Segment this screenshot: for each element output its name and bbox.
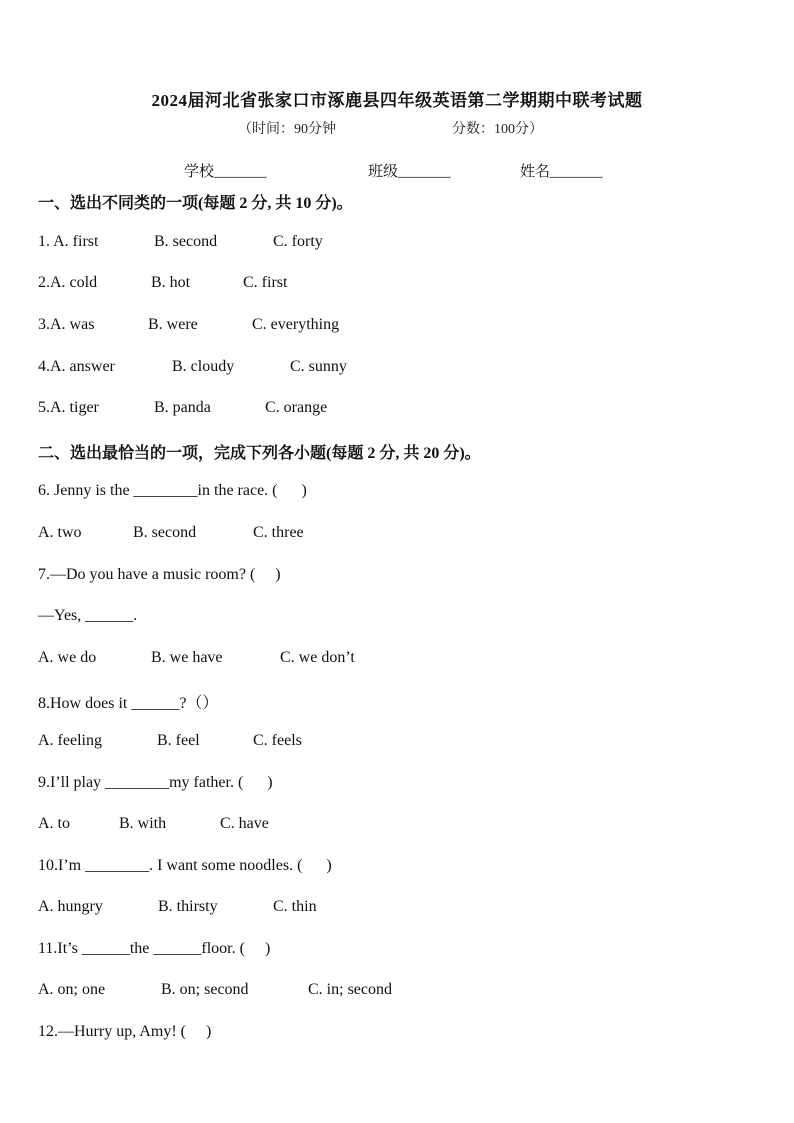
- option-a: A. hungry: [38, 898, 103, 915]
- question-stem: 6. Jenny is the ________in the race. ( ): [38, 482, 307, 499]
- option-a: 5.A. tiger: [38, 399, 99, 416]
- option-c: C. feels: [253, 732, 302, 749]
- option-b: B. with: [119, 815, 167, 832]
- question-stem: 9.I’ll play ________my father. ( ): [38, 774, 273, 791]
- option-b: B. second: [154, 233, 218, 250]
- option-c: C. in; second: [308, 981, 392, 998]
- option-a: 2.A. cold: [38, 274, 98, 291]
- option-a: A. feeling: [38, 732, 102, 749]
- question-stem: 11.It’s ______the ______floor. ( ): [38, 940, 271, 957]
- option-c: C. first: [243, 274, 288, 291]
- option-a: A. to: [38, 815, 70, 832]
- option-b: B. we have: [151, 649, 223, 666]
- section-two-title: 二、选出最恰当的一项，完成下列各小题(每题 2 分, 共 20 分)。: [38, 445, 481, 462]
- option-c: C. have: [220, 815, 269, 832]
- option-c: C. forty: [273, 233, 323, 250]
- question-stem: 7.—Do you have a music room? ( ): [38, 566, 281, 583]
- option-c: C. orange: [265, 399, 328, 416]
- option-a: 1. A. first: [38, 233, 99, 250]
- option-b: B. hot: [151, 274, 191, 291]
- answer-line: —Yes, ______.: [38, 607, 138, 624]
- option-b: B. were: [148, 316, 198, 333]
- option-b: B. thirsty: [158, 898, 218, 915]
- class-field: 班级_______: [368, 164, 451, 180]
- option-b: B. cloudy: [172, 358, 235, 375]
- option-b: B. feel: [157, 732, 200, 749]
- option-a: A. we do: [38, 649, 97, 666]
- option-b: B. second: [133, 524, 197, 541]
- exam-score: 分数：100分）: [452, 122, 543, 137]
- exam-title: 2024届河北省张家口市涿鹿县四年级英语第二学期期中联考试题: [151, 91, 643, 110]
- school-field: 学校_______: [184, 164, 267, 180]
- option-a: 3.A. was: [38, 316, 95, 333]
- name-field: 姓名_______: [520, 164, 603, 180]
- option-a: A. on; one: [38, 981, 106, 998]
- option-c: C. three: [253, 524, 304, 541]
- option-c: C. sunny: [290, 358, 347, 375]
- option-b: B. panda: [154, 399, 211, 416]
- question-stem: 8.How does it ______?（）: [38, 695, 219, 712]
- question-stem: 10.I’m ________. I want some noodles. ( ): [38, 857, 332, 874]
- option-c: C. everything: [252, 316, 340, 333]
- option-a: 4.A. answer: [38, 358, 115, 375]
- option-c: C. we don’t: [280, 649, 355, 666]
- option-a: A. two: [38, 524, 82, 541]
- question-stem: 12.—Hurry up, Amy! ( ): [38, 1023, 212, 1040]
- option-b: B. on; second: [161, 981, 249, 998]
- section-one-title: 一、选出不同类的一项(每题 2 分, 共 10 分)。: [38, 195, 353, 212]
- option-c: C. thin: [273, 898, 317, 915]
- exam-time: （时间：90分钟: [238, 122, 336, 137]
